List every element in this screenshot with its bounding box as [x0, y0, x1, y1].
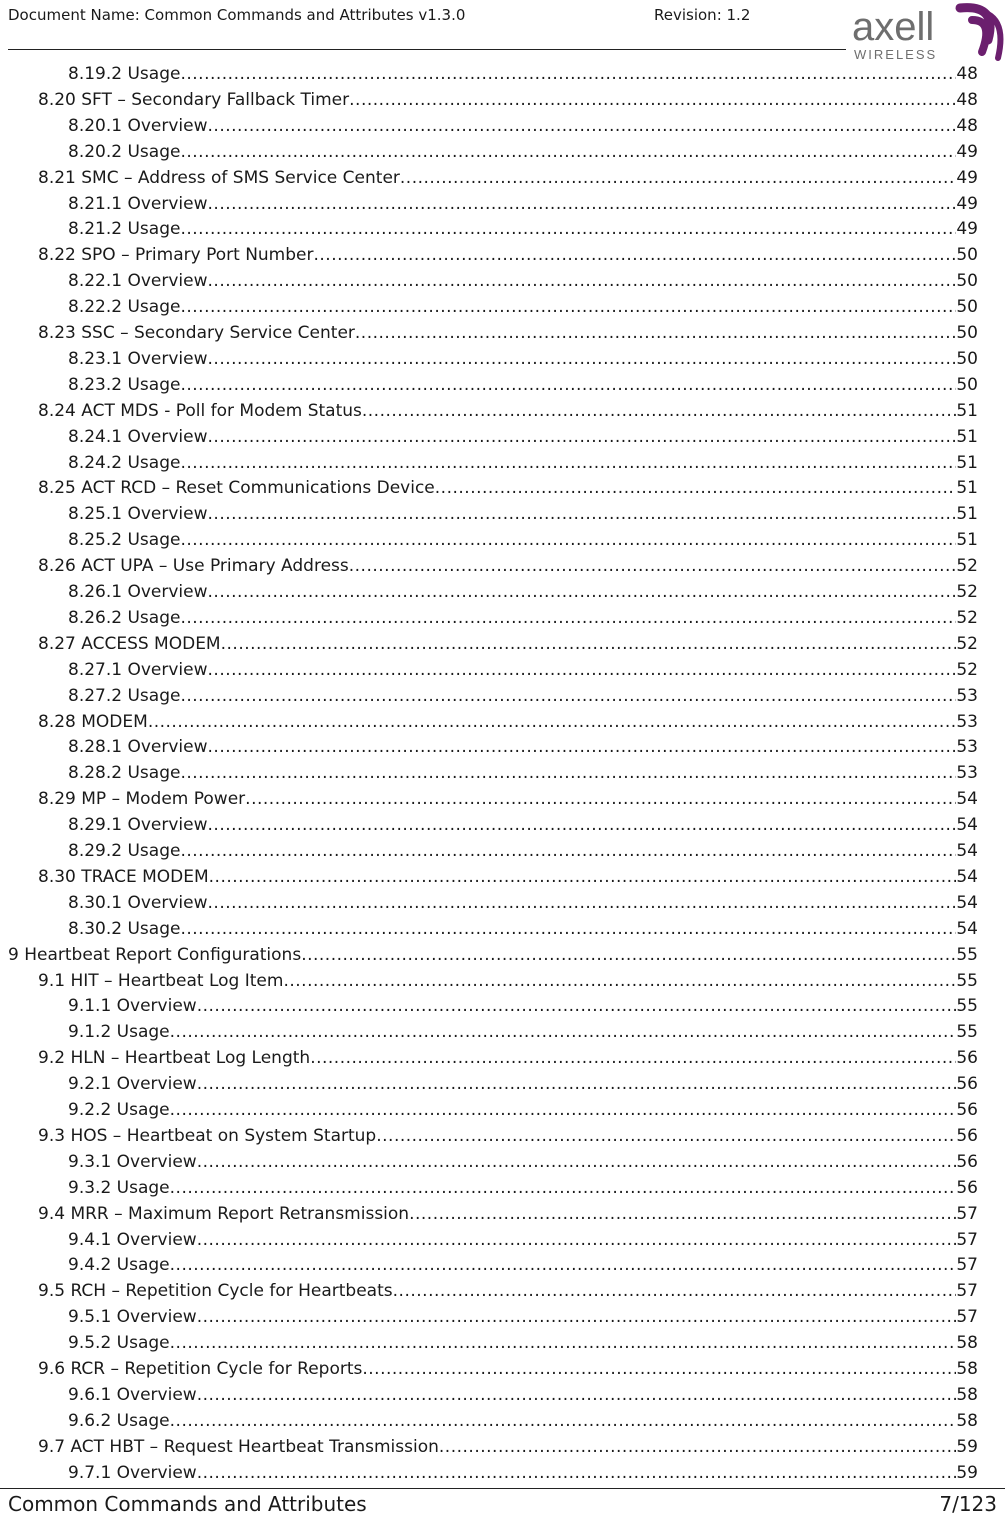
- toc-entry[interactable]: [68, 1150, 978, 1174]
- header-divider: [8, 49, 846, 50]
- toc-entry[interactable]: [38, 321, 978, 345]
- toc-entry-title: 8.30.1 Overview: [68, 892, 208, 913]
- toc-entry-page: 51: [956, 400, 978, 421]
- toc-entry-page: 48: [956, 89, 978, 110]
- toc-entry-title: 8.25.1 Overview: [68, 504, 208, 525]
- toc-entry-title: 8.29.1 Overview: [68, 815, 208, 836]
- toc-entry-page: 49: [956, 219, 978, 240]
- page-header: [0, 0, 1005, 62]
- toc-entry[interactable]: [68, 1409, 978, 1433]
- toc-entry[interactable]: [68, 658, 978, 682]
- toc-entry[interactable]: [68, 62, 978, 86]
- toc-entry-page: 58: [956, 1384, 978, 1405]
- toc-entry-title: 9.3.2 Usage: [68, 1177, 170, 1198]
- toc-entry-page: 57: [956, 1281, 978, 1302]
- toc-dot-leader: [180, 295, 956, 319]
- toc-entry[interactable]: [38, 1046, 978, 1070]
- toc-dot-leader: [435, 476, 957, 500]
- toc-entry[interactable]: [68, 1461, 978, 1485]
- toc-entry-page: 56: [956, 1048, 978, 1069]
- toc-dot-leader: [197, 1228, 957, 1252]
- toc-entry[interactable]: [68, 502, 978, 526]
- toc-entry[interactable]: [68, 373, 978, 397]
- toc-entry[interactable]: [68, 813, 978, 837]
- toc-entry-page: 50: [956, 374, 978, 395]
- toc-entry[interactable]: [68, 1331, 978, 1355]
- toc-entry-title: 9.1 HIT – Heartbeat Log Item: [38, 970, 284, 991]
- toc-dot-leader: [208, 114, 957, 138]
- toc-entry[interactable]: [68, 684, 978, 708]
- toc-entry-title: 8.30 TRACE MODEM: [38, 866, 209, 887]
- toc-entry[interactable]: [38, 1435, 978, 1459]
- toc-dot-leader: [355, 321, 956, 345]
- toc-entry-page: 56: [956, 1125, 978, 1146]
- toc-dot-leader: [208, 502, 957, 526]
- toc-entry-page: 53: [956, 763, 978, 784]
- toc-entry-page: 56: [956, 1100, 978, 1120]
- toc-entry[interactable]: [68, 839, 978, 863]
- toc-entry[interactable]: [38, 1124, 978, 1148]
- toc-entry-page: 52: [956, 633, 978, 654]
- toc-entry-title: 9.1.2 Usage: [68, 1022, 170, 1043]
- toc-entry-title: 9.3 HOS – Heartbeat on System Startup: [38, 1125, 377, 1146]
- toc-entry-page: 55: [956, 1022, 978, 1043]
- toc-dot-leader: [313, 243, 956, 267]
- revision-label: Revision: 1.2: [654, 6, 751, 24]
- toc-entry-title: 9.4 MRR – Maximum Report Retransmission: [38, 1203, 410, 1224]
- toc-entry-page: 48: [956, 64, 978, 84]
- toc-entry-title: 8.24.1 Overview: [68, 426, 208, 447]
- toc-entry-page: 54: [956, 789, 978, 810]
- toc-dot-leader: [400, 166, 956, 190]
- toc-entry-title: 9.3.1 Overview: [68, 1151, 197, 1172]
- toc-entry-page: 57: [956, 1229, 978, 1250]
- toc-entry-title: 9.5.2 Usage: [68, 1333, 170, 1354]
- toc-dot-leader: [180, 62, 956, 86]
- toc-entry-page: 59: [956, 1436, 978, 1457]
- toc-entry-title: 9.4.2 Usage: [68, 1255, 170, 1276]
- toc-dot-leader: [197, 1072, 957, 1096]
- toc-entry-title: 8.30.2 Usage: [68, 918, 181, 939]
- toc-entry-page: 52: [956, 582, 978, 602]
- toc-entry-title: 9.6.1 Overview: [68, 1384, 197, 1405]
- toc-dot-leader: [180, 217, 956, 241]
- toc-entry-page: 59: [956, 1462, 978, 1483]
- toc-entry[interactable]: [68, 1253, 978, 1277]
- toc-dot-leader: [310, 1046, 956, 1070]
- toc-dot-leader: [209, 865, 957, 889]
- toc-dot-leader: [180, 451, 956, 475]
- toc-entry-page: 50: [956, 245, 978, 266]
- toc-dot-leader: [393, 1279, 957, 1303]
- toc-dot-leader: [208, 269, 957, 293]
- toc-dot-leader: [180, 917, 956, 941]
- toc-entry-page: 48: [956, 115, 978, 136]
- toc-entry-page: 51: [956, 504, 978, 525]
- toc-entry[interactable]: [68, 606, 978, 630]
- toc-dot-leader: [170, 1020, 957, 1044]
- toc-entry-page: 57: [956, 1255, 978, 1276]
- toc-entry-page: 53: [956, 685, 978, 706]
- toc-entry-page: 52: [956, 556, 978, 577]
- toc-entry-page: 53: [956, 737, 978, 758]
- toc-entry-title: 8.27 ACCESS MODEM: [38, 633, 221, 654]
- toc-entry-title: 9.6 RCR – Repetition Cycle for Reports: [38, 1359, 363, 1379]
- toc-dot-leader: [301, 943, 956, 967]
- toc-entry-title: 8.29 MP – Modem Power: [38, 789, 246, 810]
- toc-dot-leader: [170, 1331, 957, 1355]
- toc-entry-title: 8.22.2 Usage: [68, 297, 181, 318]
- toc-entry[interactable]: [38, 1202, 978, 1226]
- toc-entry-title: 8.25.2 Usage: [68, 530, 181, 551]
- toc-entry[interactable]: [38, 1357, 978, 1381]
- toc-entry-title: 9.6.2 Usage: [68, 1410, 170, 1431]
- toc-dot-leader: [208, 891, 957, 915]
- toc-entry-title: 8.23.1 Overview: [68, 348, 208, 369]
- toc-dot-leader: [197, 1461, 957, 1485]
- footer-divider: [0, 1488, 1005, 1489]
- toc-entry[interactable]: [68, 347, 978, 371]
- toc-entry-page: 55: [956, 970, 978, 991]
- toc-dot-leader: [180, 761, 956, 785]
- toc-entry[interactable]: [38, 476, 978, 500]
- toc-entry-title: 8.21.2 Usage: [68, 219, 181, 240]
- toc-entry[interactable]: [68, 1020, 978, 1044]
- toc-entry[interactable]: [68, 528, 978, 552]
- toc-entry-title: 8.21 SMC – Address of SMS Service Center: [38, 167, 400, 188]
- toc-dot-leader: [208, 658, 957, 682]
- toc-entry[interactable]: [68, 192, 978, 216]
- toc-entry-title: 8.29.2 Usage: [68, 841, 181, 861]
- toc-dot-leader: [362, 399, 956, 423]
- toc-entry-page: 54: [956, 892, 978, 913]
- toc-entry-page: 56: [956, 1177, 978, 1198]
- toc-entry-page: 55: [956, 996, 978, 1017]
- toc-entry-page: 52: [956, 607, 978, 628]
- toc-entry-title: 8.28.2 Usage: [68, 763, 181, 784]
- toc-entry-title: 8.22 SPO – Primary Port Number: [38, 245, 314, 266]
- footer-title: Common Commands and Attributes: [8, 1492, 367, 1516]
- toc-entry-title: 8.27.1 Overview: [68, 659, 208, 680]
- toc-entry-title: 8.21.1 Overview: [68, 193, 208, 214]
- toc-entry[interactable]: [38, 632, 978, 656]
- toc-entry-page: 56: [956, 1151, 978, 1172]
- footer-page-number: 7/123: [939, 1492, 997, 1516]
- toc-entry[interactable]: [38, 554, 978, 578]
- toc-dot-leader: [197, 1383, 957, 1407]
- toc-entry-title: 8.24 ACT MDS - Poll for Modem Status: [38, 400, 362, 421]
- logo-subtext: WIRELESS: [854, 47, 938, 62]
- toc-entry[interactable]: [68, 891, 978, 915]
- toc-dot-leader: [349, 88, 956, 112]
- toc-entry-title: 9.1.1 Overview: [68, 996, 197, 1017]
- toc-entry[interactable]: [68, 994, 978, 1018]
- toc-dot-leader: [197, 994, 957, 1018]
- toc-entry-title: 9.2.2 Usage: [68, 1100, 170, 1120]
- toc-entry[interactable]: [68, 1072, 978, 1096]
- toc-entry-page: 50: [956, 348, 978, 369]
- toc-entry-title: 9.2.1 Overview: [68, 1074, 197, 1095]
- toc-entry[interactable]: [68, 1305, 978, 1329]
- toc-entry-page: 51: [956, 452, 978, 473]
- toc-entry-page: 51: [956, 426, 978, 447]
- toc-entry[interactable]: [8, 943, 978, 967]
- toc-entry-page: 49: [956, 141, 978, 162]
- toc-entry-page: 58: [956, 1359, 978, 1379]
- logo-wordmark: axell: [852, 5, 935, 49]
- toc-entry-page: 49: [956, 193, 978, 214]
- toc-entry[interactable]: [38, 969, 978, 993]
- toc-entry[interactable]: [68, 114, 978, 138]
- toc-dot-leader: [180, 839, 956, 863]
- toc-dot-leader: [208, 813, 957, 837]
- toc-dot-leader: [170, 1098, 957, 1122]
- toc-entry-page: 58: [956, 1410, 978, 1431]
- toc-dot-leader: [197, 1305, 957, 1329]
- toc-dot-leader: [180, 140, 956, 164]
- toc-entry-title: 8.22.1 Overview: [68, 271, 208, 292]
- toc-entry[interactable]: [68, 1176, 978, 1200]
- toc-entry-page: 55: [956, 944, 978, 965]
- toc-entry[interactable]: [38, 166, 978, 190]
- toc-dot-leader: [170, 1176, 957, 1200]
- toc-dot-leader: [208, 192, 957, 216]
- toc-entry-page: 53: [956, 711, 978, 732]
- toc-entry-page: 50: [956, 323, 978, 343]
- toc-entry-page: 50: [956, 297, 978, 318]
- toc-entry-page: 49: [956, 167, 978, 188]
- toc-dot-leader: [376, 1124, 956, 1148]
- toc-dot-leader: [208, 580, 957, 604]
- toc-entry-page: 54: [956, 841, 978, 861]
- toc-entry-title: 8.25 ACT RCD – Reset Communications Device: [38, 478, 435, 499]
- toc-dot-leader: [409, 1202, 956, 1226]
- toc-dot-leader: [245, 787, 956, 811]
- toc-entry[interactable]: [38, 710, 978, 734]
- toc-entry-title: 9.4.1 Overview: [68, 1229, 197, 1250]
- toc-entry-title: 8.20.2 Usage: [68, 141, 181, 162]
- toc-entry-title: 9.5.1 Overview: [68, 1307, 197, 1328]
- toc-entry-page: 50: [956, 271, 978, 292]
- toc-dot-leader: [349, 554, 957, 578]
- toc-entry-title: 8.27.2 Usage: [68, 685, 181, 706]
- toc-dot-leader: [170, 1409, 957, 1433]
- toc-dot-leader: [180, 606, 956, 630]
- toc-dot-leader: [208, 347, 957, 371]
- axell-wireless-logo: [848, 0, 1005, 64]
- toc-entry[interactable]: [38, 1279, 978, 1303]
- toc-dot-leader: [180, 684, 956, 708]
- toc-entry-page: 54: [956, 815, 978, 836]
- toc-entry-title: 8.23 SSC – Secondary Service Center: [38, 323, 355, 343]
- toc-entry-title: 8.28.1 Overview: [68, 737, 208, 758]
- toc-entry[interactable]: [68, 917, 978, 941]
- toc-entry[interactable]: [68, 425, 978, 449]
- toc-entry[interactable]: [38, 399, 978, 423]
- toc-entry[interactable]: [38, 88, 978, 112]
- toc-entry-page: 54: [956, 866, 978, 887]
- toc-entry-title: 9.7.1 Overview: [68, 1462, 197, 1483]
- toc-entry[interactable]: [38, 865, 978, 889]
- toc-dot-leader: [283, 969, 956, 993]
- toc-entry[interactable]: [68, 735, 978, 759]
- toc-dot-leader: [439, 1435, 956, 1459]
- toc-entry-page: 52: [956, 659, 978, 680]
- toc-entry[interactable]: [68, 1228, 978, 1252]
- toc-entry-title: 9 Heartbeat Report Configurations: [8, 944, 302, 965]
- toc-dot-leader: [197, 1150, 957, 1174]
- toc-entry-title: 8.24.2 Usage: [68, 452, 181, 473]
- logo-swoosh-icon: [960, 8, 1000, 58]
- toc-entry-title: 8.23.2 Usage: [68, 374, 181, 395]
- toc-entry-page: 57: [956, 1307, 978, 1328]
- toc-entry[interactable]: [68, 295, 978, 319]
- toc-entry-title: 9.7 ACT HBT – Request Heartbeat Transmission: [38, 1436, 439, 1457]
- toc-entry-title: 8.28 MODEM: [38, 711, 148, 732]
- toc-entry-title: 8.26 ACT UPA – Use Primary Address: [38, 556, 349, 577]
- toc-entry[interactable]: [38, 787, 978, 811]
- toc-dot-leader: [208, 735, 957, 759]
- toc-entry[interactable]: [68, 1098, 978, 1122]
- toc-entry-title: 9.2 HLN – Heartbeat Log Length: [38, 1048, 311, 1069]
- toc-dot-leader: [170, 1253, 957, 1277]
- toc-dot-leader: [148, 710, 957, 734]
- toc-entry-page: 54: [956, 918, 978, 939]
- toc-entry[interactable]: [68, 140, 978, 164]
- toc-entry-page: 58: [956, 1333, 978, 1354]
- toc-dot-leader: [180, 528, 956, 552]
- toc-entry-title: 8.19.2 Usage: [68, 64, 181, 84]
- toc-entry-title: 9.5 RCH – Repetition Cycle for Heartbeats: [38, 1281, 393, 1302]
- toc-entry[interactable]: [68, 580, 978, 604]
- toc-entry-page: 51: [956, 478, 978, 499]
- toc-entry[interactable]: [68, 269, 978, 293]
- toc-entry-title: 8.26.1 Overview: [68, 582, 208, 602]
- toc-dot-leader: [180, 373, 956, 397]
- toc-dot-leader: [362, 1357, 956, 1381]
- toc-entry[interactable]: [68, 217, 978, 241]
- toc-entry[interactable]: [68, 761, 978, 785]
- toc-entry-title: 8.20.1 Overview: [68, 115, 208, 136]
- toc-entry-page: 57: [956, 1203, 978, 1224]
- toc-entry[interactable]: [68, 1383, 978, 1407]
- document-name: Document Name: Common Commands and Attributes v1.3.0: [8, 6, 466, 24]
- toc-entry-page: 56: [956, 1074, 978, 1095]
- toc-entry-page: 51: [956, 530, 978, 551]
- toc-entry-title: 8.20 SFT – Secondary Fallback Timer: [38, 89, 350, 110]
- toc-dot-leader: [208, 425, 957, 449]
- toc-dot-leader: [221, 632, 957, 656]
- toc-entry[interactable]: [38, 243, 978, 267]
- toc-entry-title: 8.26.2 Usage: [68, 607, 181, 628]
- toc-entry[interactable]: [68, 451, 978, 475]
